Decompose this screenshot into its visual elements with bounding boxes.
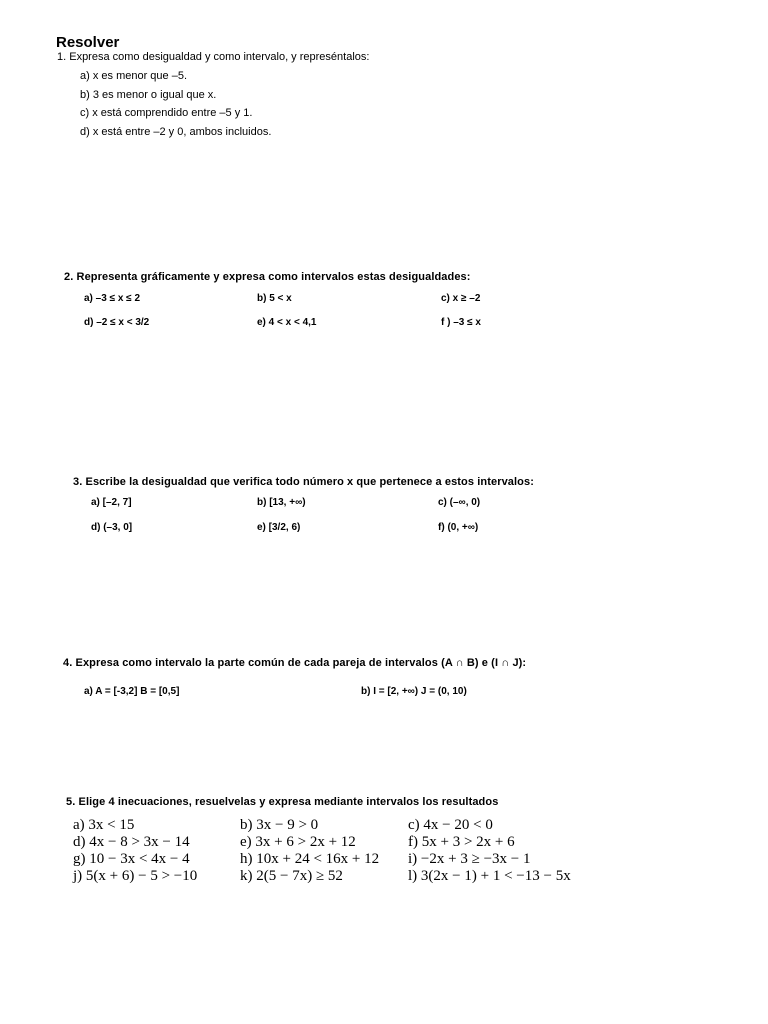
- question-2-item-d: d) –2 ≤ x < 3/2: [84, 317, 150, 328]
- question-5-item-g: g) 10 − 3x < 4x − 4: [73, 851, 190, 867]
- question-4-statement: 4. Expresa como intervalo la parte común de cada pareja de intervalos (A ∩ B) e (I ∩ J):: [63, 657, 527, 669]
- question-5-item-f: f) 5x + 3 > 2x + 6: [408, 834, 515, 850]
- question-5-item-k: k) 2(5 − 7x) ≥ 52: [240, 868, 343, 884]
- question-5-statement: 5. Elige 4 inecuaciones, resuelvelas y expresa mediante intervalos los resultados: [66, 796, 499, 808]
- page-title: Resolver: [56, 34, 120, 51]
- question-5-item-e: e) 3x + 6 > 2x + 12: [240, 834, 356, 850]
- question-3-item-f: f) (0, +∞): [438, 522, 479, 533]
- question-3-statement: 3. Escribe la desigualdad que verifica todo número x que pertenece a estos intervalos:: [73, 476, 534, 488]
- question-1-item-b: b) 3 es menor o igual que x.: [80, 89, 217, 101]
- question-2-item-b: b) 5 < x: [257, 293, 292, 304]
- question-5-item-c: c) 4x − 20 < 0: [408, 817, 493, 833]
- question-5-item-h: h) 10x + 24 < 16x + 12: [240, 851, 380, 867]
- question-1-statement: 1. Expresa como desigualdad y como intervalo, y represéntalos:: [57, 51, 370, 63]
- question-3-item-b: b) [13, +∞): [257, 497, 306, 508]
- question-1-item-a: a) x es menor que –5.: [80, 70, 188, 82]
- question-2-item-f: f ) –3 ≤ x: [441, 317, 481, 328]
- question-2-item-c: c) x ≥ –2: [441, 293, 481, 304]
- question-5-item-d: d) 4x − 8 > 3x − 14: [73, 834, 190, 850]
- question-3-item-c: c) (–∞, 0): [438, 497, 481, 508]
- question-5-item-j: j) 5(x + 6) − 5 > −10: [73, 868, 198, 884]
- question-5-item-l: l) 3(2x − 1) + 1 < −13 − 5x: [408, 868, 571, 884]
- question-2-item-a: a) –3 ≤ x ≤ 2: [84, 293, 141, 304]
- question-4-item-b: b) I = [2, +∞) J = (0, 10): [361, 686, 467, 697]
- question-3-item-a: a) [–2, 7]: [91, 497, 132, 508]
- question-5-item-b: b) 3x − 9 > 0: [240, 817, 319, 833]
- question-1-item-d: d) x está entre –2 y 0, ambos incluidos.: [80, 126, 272, 138]
- question-4-item-a: a) A = [-3,2] B = [0,5]: [84, 686, 180, 697]
- question-5-item-a: a) 3x < 15: [73, 817, 135, 833]
- question-2-item-e: e) 4 < x < 4,1: [257, 317, 317, 328]
- question-1-item-c: c) x está comprendido entre –5 y 1.: [80, 107, 253, 119]
- question-3-item-d: d) (–3, 0]: [91, 522, 133, 533]
- question-3-item-e: e) [3/2, 6): [257, 522, 301, 533]
- question-5-item-i: i) −2x + 3 ≥ −3x − 1: [408, 851, 531, 867]
- question-2-statement: 2. Representa gráficamente y expresa como intervalos estas desigualdades:: [64, 271, 471, 283]
